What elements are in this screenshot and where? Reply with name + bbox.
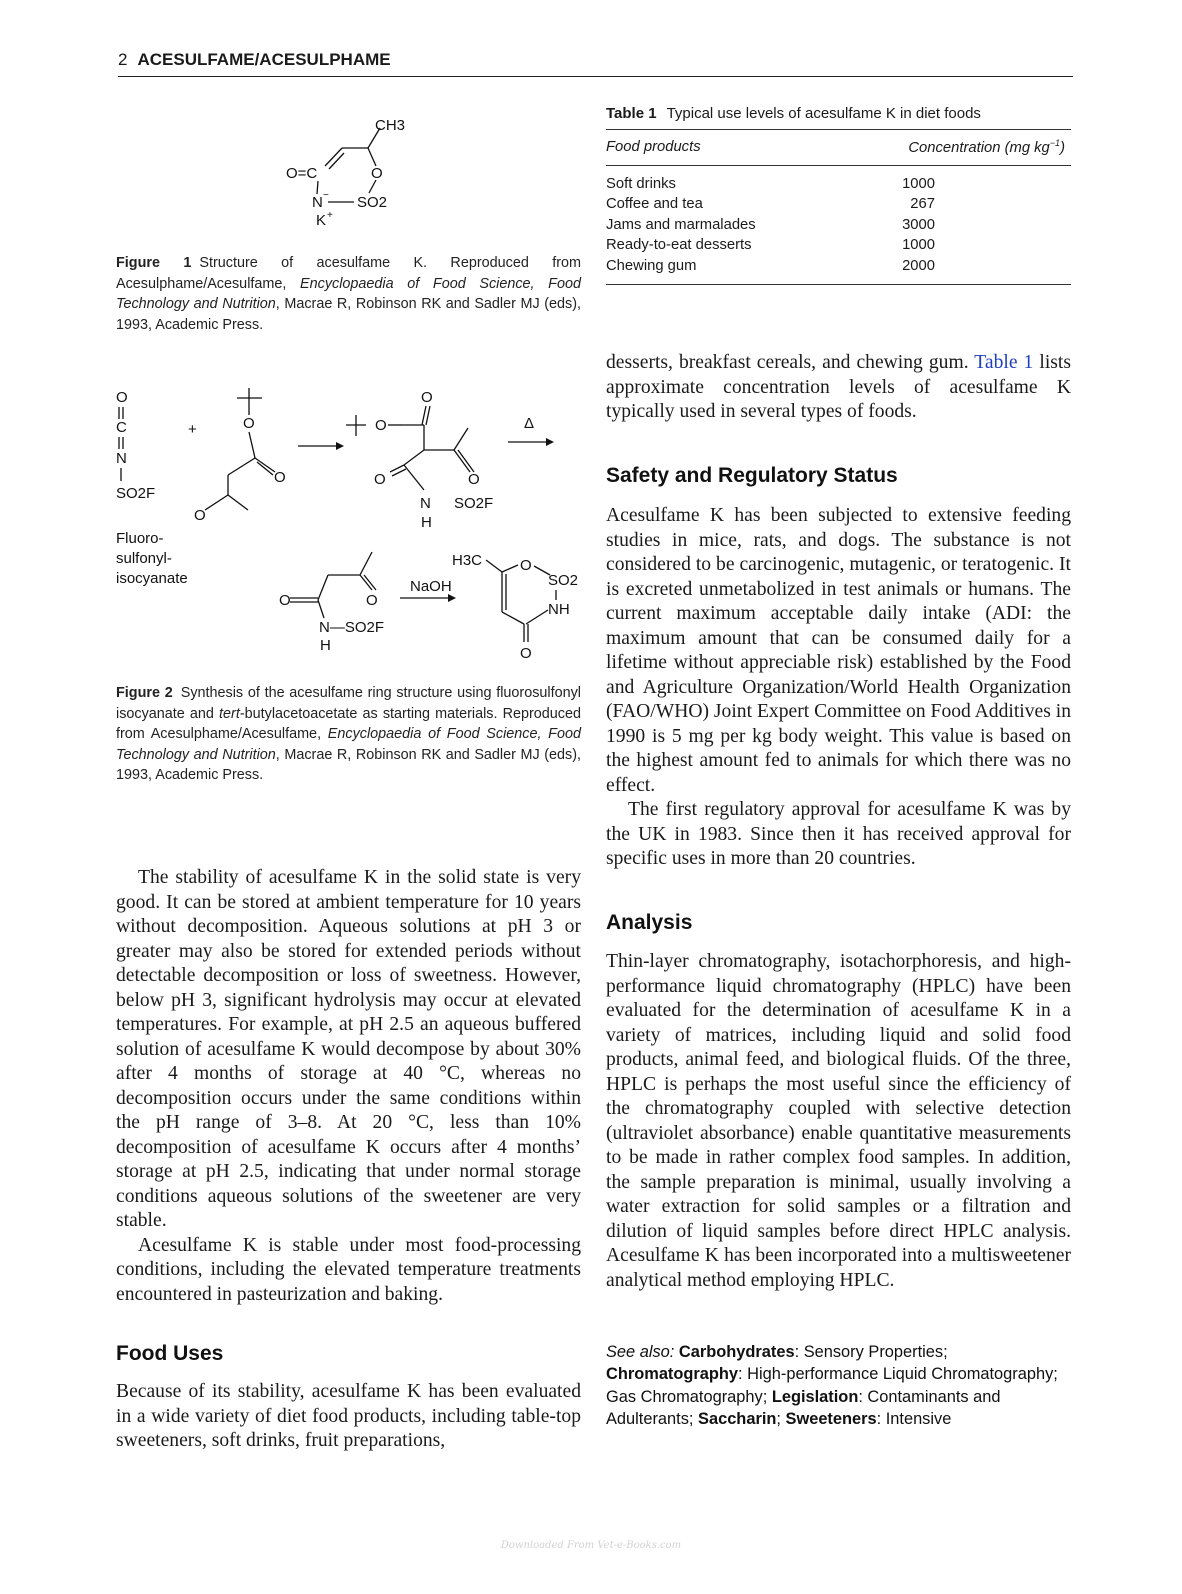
table1-label: Table 1 (606, 105, 657, 122)
svg-text:O: O (243, 415, 255, 432)
paragraph-stability: The stability of acesulfame K in the solid state is very good. It can be stored at ambient temperature for 10 years without decomposition. Aqueous solutions at pH 3 or greater may also be stored for extended periods without detectable decomposition or loss of sweetness. However, below pH 3, significant hydrolysis may occur at elevated temperatures. For example, at pH 2.5 an aqueous buffered solution of acesulfame K would decompose by about 30% after 4 months of storage at 40 °C, whereas no decomposition occurs under the same conditions within the pH range of 3–8. At 20 °C, less than 10% decomposition of acesulfame K occurs after 4 months’ storage at pH 2.5, indicating that under normal storage conditions aqueous solutions of the sweetener are very stable. (116, 867, 581, 1231)
figure1-label: Figure 1 (116, 255, 192, 271)
see-also-link-sweeteners[interactable]: Sweeteners (785, 1410, 877, 1429)
heading-analysis: Analysis (606, 911, 693, 934)
figure1-caption: Figure 1 Structure of acesulfame K. Reproduced from Acesulphame/Acesulfame, Encyclopaedia of Food Science, Food Technology and Nutrition, Macrae R, Robinson RK and Sadler MJ (eds), 1993, Academic Press. (116, 255, 581, 333)
figure2-bonds (119, 388, 556, 642)
see-also-link-saccharin[interactable]: Saccharin (698, 1410, 777, 1429)
running-header (118, 50, 1073, 77)
svg-text:O: O (366, 592, 378, 609)
svg-text:O: O (520, 557, 532, 574)
figure2-label: Figure 2 (116, 685, 173, 701)
svg-text:H: H (421, 514, 432, 531)
svg-text:N: N (420, 495, 431, 512)
paragraph-food-uses: Because of its stability, acesulfame K has been evaluated in a wide variety of diet food products, including table-top sweeteners, soft drinks, fruit preparations, (116, 1381, 581, 1451)
svg-text:H3C: H3C (452, 552, 483, 569)
svg-text:O: O (374, 471, 386, 488)
paragraph-approval: The first regulatory approval for acesulfame K was by the UK in 1983. Since then it has received approval for specific uses in more than 20 countries. (606, 799, 1071, 869)
see-also-link-legislation[interactable]: Legislation (771, 1387, 859, 1406)
svg-text:Δ: Δ (524, 415, 535, 432)
ch3-label: CH3 (375, 117, 406, 134)
food-uses-text (116, 1380, 581, 1454)
page-number: 2 (118, 50, 128, 69)
svg-text:O: O (520, 645, 532, 662)
ring-nitrogen-label: N (312, 194, 323, 211)
paragraph-safety: Acesulfame K has been subjected to extensive feeding studies in mice, rats, and dogs. The substance is not considered to be carcinogenic, mutagenic, or teratogenic. It is excreted unmetabolized in test animals or humans. The current maximum acceptable daily intake (ADI: the maximum amount that can be consumed daily for a lifetime without appreciable risk) established by the Food and Agriculture Organization/World Health Organization (FAO/WHO) Joint Expert Committee on Food Additives in 1990 is 5 mg per kg body weight. This value is based on the highest amount fed to animals for which there was no effect. (606, 505, 1071, 796)
svg-text:O: O (194, 507, 206, 524)
left-column-text (116, 866, 581, 1307)
table1 (606, 129, 1071, 285)
svg-text:O: O (421, 389, 433, 406)
svg-text:N: N (116, 450, 127, 467)
table1-header-row (606, 130, 1071, 166)
paragraph-continuation: desserts, breakfast cereals, and chewing gum. Table 1 lists approximate concentration levels of acesulfame K typically used in several types of foods. (606, 352, 1071, 422)
analysis-text (606, 950, 1071, 1293)
svg-text:C: C (116, 419, 127, 436)
table-row: Chewing gum 2000 (606, 256, 1071, 285)
heading-food-uses: Food Uses (116, 1342, 224, 1365)
table1-col-concentration: Concentration (mg $kg^{-1}$) (767, 130, 1071, 166)
svg-text:H: H (320, 637, 331, 654)
figure2-caption: Figure 2 Synthesis of the acesulfame ring structure using fluorosulfonyl isocyanate and tert-butylacetoacetate as starting materials. Reproduced from Acesulphame/Acesulfame, Encyclopaedia of Food Science, Food Technology and Nutrition, Macrae R, Robinson RK and Sadler MJ (eds), 1993, Academic Press. (116, 685, 582, 784)
svg-text:O: O (274, 469, 286, 486)
svg-text:isocyanate: isocyanate (116, 570, 188, 587)
svg-text:O: O (116, 389, 128, 406)
n-charge: − (323, 190, 329, 201)
table-row: Ready-to-eat desserts 1000 (606, 237, 935, 254)
so2-label: SO2 (357, 194, 388, 211)
safety-text (606, 504, 1071, 872)
figure1-structure (270, 108, 420, 228)
figure2-scheme (110, 380, 590, 665)
carbonyl-label: O=C (286, 165, 318, 182)
svg-text:NaOH: NaOH (410, 578, 452, 595)
heading-safety: Safety and Regulatory Status (606, 464, 898, 487)
see-also-link-chromatography[interactable]: Chromatography (606, 1365, 739, 1384)
svg-text:O: O (468, 471, 480, 488)
table-row: Soft drinks 1000 (606, 175, 935, 192)
table1-link[interactable]: Table 1 (974, 352, 1034, 373)
paragraph-processing: Acesulfame K is stable under most food-processing conditions, including the elevated temperature treatments encountered in pasteurization and baking. (116, 1234, 581, 1305)
right-column-continuation (606, 351, 1071, 425)
paragraph-analysis: Thin-layer chromatography, isotachorphoresis, and high-performance liquid chromatography (HPLC) have been evaluated for the determination of acesulfame K in a variety of matrices, including liquid and solid food products, animal feed, and biological fluids. Of the three, HPLC is perhaps the most useful since the efficiency of the chromatography coupled with selective detection (ultraviolet absorbance) enable quantitative measurements to be made in rather complex food samples. In addition, the sample preparation is minimal, usually involving a water extraction for solid samples or a filtration and dilution of liquid samples before direct HPLC analysis. Acesulfame K has been incorporated into a multisweetener analytical method employing HPLC. (606, 951, 1071, 1291)
see-also: See also: Carbohydrates: Sensory Properties; Chromatography: High-performance Liquid Chromatography; Gas Chromatography; Legislation: Contaminants and Adulterants; Saccharin; Sweeteners: Intensive (606, 1343, 1058, 1429)
download-watermark: Downloaded From Vet-e-Books.com (500, 1540, 682, 1551)
svg-text:SO2F: SO2F (454, 495, 494, 512)
table1-caption (606, 105, 981, 122)
see-also-label: See also: (606, 1343, 675, 1361)
svg-text:NH: NH (548, 601, 570, 618)
svg-text:O: O (375, 417, 387, 434)
figure1-source-title: Encyclopaedia of Food Science, Food Technology and Nutrition (116, 275, 581, 313)
svg-text:SO2F: SO2F (116, 485, 156, 502)
potassium-label: K (316, 212, 327, 228)
ring-oxygen-label: O (371, 165, 383, 182)
figure2-source-title: Encyclopaedia of Food Science, Food Technology and Nutrition (116, 726, 581, 763)
svg-text:O: O (279, 592, 291, 609)
svg-text:SO2: SO2 (548, 572, 579, 589)
table-row: Jams and marmalades 3000 (606, 216, 935, 233)
svg-text:Fluoro-: Fluoro- (116, 530, 164, 547)
table1-title: Typical use levels of acesulfame K in diet foods (666, 105, 981, 122)
see-also-link-carbohydrates[interactable]: Carbohydrates (678, 1343, 795, 1361)
svg-text:sulfonyl-: sulfonyl- (116, 550, 172, 567)
svg-text:N—SO2F: N—SO2F (319, 619, 385, 636)
svg-text:+: + (188, 421, 197, 438)
running-title: ACESULFAME/ACESULPHAME (137, 50, 391, 69)
table-row: Coffee and tea 267 (606, 196, 935, 213)
table1-col-products: Food products (606, 130, 767, 166)
k-charge: + (327, 210, 333, 221)
